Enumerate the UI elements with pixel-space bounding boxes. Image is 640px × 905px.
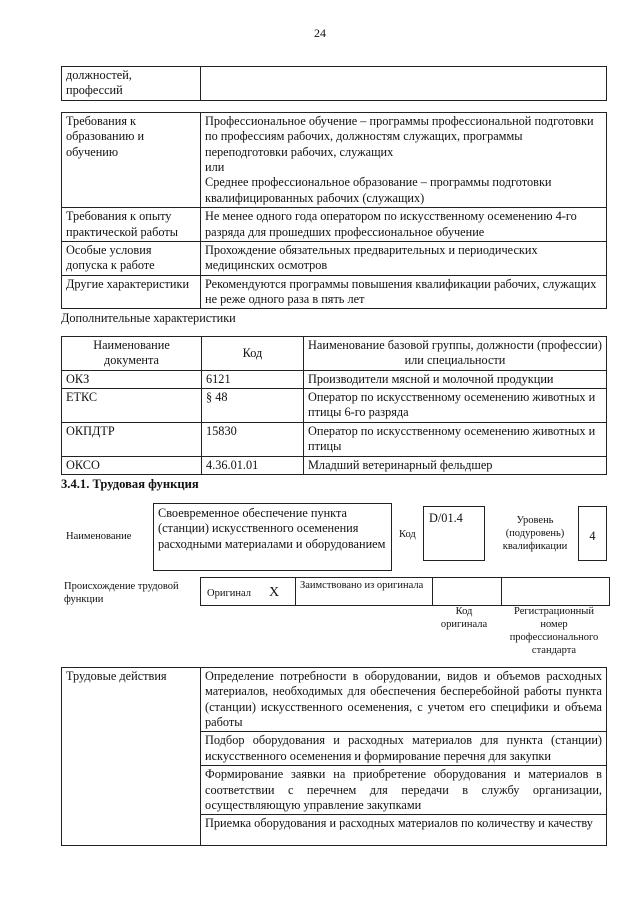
code-label: Код (399, 529, 416, 540)
name-cell: Производители мясной и молочной продукции (304, 370, 607, 388)
header-document: Наименование документа (62, 337, 202, 371)
header-name: Наименование базовой группы, должности (профессии) или специальности (304, 337, 607, 371)
divider (432, 578, 433, 605)
table-row (62, 275, 607, 309)
requirements-table (61, 112, 607, 309)
original-mark: X (269, 585, 280, 600)
divider (295, 578, 296, 605)
origin-row (200, 577, 610, 606)
action-item: Формирование заявки на приобретение оборудования и материалов в соответствии с перечнем для передачи в службу организации, осуществляющую управление закупками (201, 766, 607, 815)
labor-function-heading: 3.4.1. Трудовая функция (61, 477, 199, 491)
row-label: должностей, профессий (62, 67, 201, 101)
additional-table (61, 336, 607, 475)
row-label: Требования к образованию и обучению (62, 113, 201, 208)
table-row (62, 241, 607, 275)
name-cell: Младший ветеринарный фельдшер (304, 456, 607, 474)
code-cell: 6121 (202, 370, 304, 388)
table-row (62, 113, 607, 208)
borrowed-label: Заимствовано из оригинала (300, 580, 424, 591)
labor-function-name: Своевременное обеспечение пункта (станции) искусственного осеменения расходными материалами и оборудованием (153, 503, 392, 571)
action-item: Подбор оборудования и расходных материалов для пункта (станции) искусственного осеменения и формирование перечня для закупки (201, 732, 607, 766)
name-label: Наименование (66, 531, 132, 542)
row-value: Не менее одного года оператором по искусственному осеменению 4-го разряда для прошедших профессиональное обучение (201, 208, 607, 242)
page-number: 24 (314, 26, 326, 40)
action-item: Приемка оборудования и расходных материалов по количеству и качеству (201, 815, 607, 846)
row-value: Профессиональное обучение – программы профессиональной подготовки по профессиям рабочих, должностям служащих, программы переподготовки рабочих, служащих или Среднее профессиональное образование – программы подготовки квалифицированных рабочих (служащих) (201, 113, 607, 208)
row-label: Требования к опыту практической работы (62, 208, 201, 242)
table-row (62, 370, 607, 388)
row-value (201, 67, 607, 101)
table-row (62, 456, 607, 474)
row-label: Другие характеристики (62, 275, 201, 309)
level-value: 4 (578, 506, 607, 561)
row-value: Прохождение обязательных предварительных и периодических медицинских осмотров (201, 241, 607, 275)
doc-cell: ОКСО (62, 456, 202, 474)
code-cell: 4.36.01.01 (202, 456, 304, 474)
table-row (62, 389, 607, 423)
reg-number-label: Регистрационный номер профессионального стандарта (509, 606, 599, 657)
row-label: Особые условия допуска к работе (62, 241, 201, 275)
row-value: Рекомендуются программы повышения квалификации рабочих, служащих не реже одного раза в пять лет (201, 275, 607, 309)
name-cell: Оператор по искусственному осеменению животных и птицы (304, 422, 607, 456)
top-table (61, 66, 607, 101)
original-label: Оригинал (207, 588, 251, 599)
code-cell: § 48 (202, 389, 304, 423)
code-cell: 15830 (202, 422, 304, 456)
code-original-label: Код оригинала (440, 606, 488, 631)
labor-actions-table (61, 667, 607, 846)
doc-cell: ЕТКС (62, 389, 202, 423)
doc-cell: ОКПДТР (62, 422, 202, 456)
labor-function-code: D/01.4 (423, 506, 485, 561)
table-header-row (62, 337, 607, 371)
divider (501, 578, 502, 605)
header-code: Код (202, 337, 304, 371)
table-row (62, 668, 607, 732)
additional-title: Дополнительные характеристики (61, 311, 236, 325)
level-label: Уровень (подуровень) квалификации (502, 515, 568, 553)
doc-cell: ОКЗ (62, 370, 202, 388)
table-row (62, 67, 607, 101)
origin-label: Происхождение трудовой функции (64, 581, 179, 606)
table-row (62, 208, 607, 242)
name-cell: Оператор по искусственному осеменению животных и птицы 6-го разряда (304, 389, 607, 423)
table-row (62, 422, 607, 456)
actions-label: Трудовые действия (62, 668, 201, 846)
action-item: Определение потребности в оборудовании, видов и объемов расходных материалов, необходимых для обеспечения бесперебойной работы пункта (станции) искусственного осеменения, с учетом его специфики и объема работы (201, 668, 607, 732)
